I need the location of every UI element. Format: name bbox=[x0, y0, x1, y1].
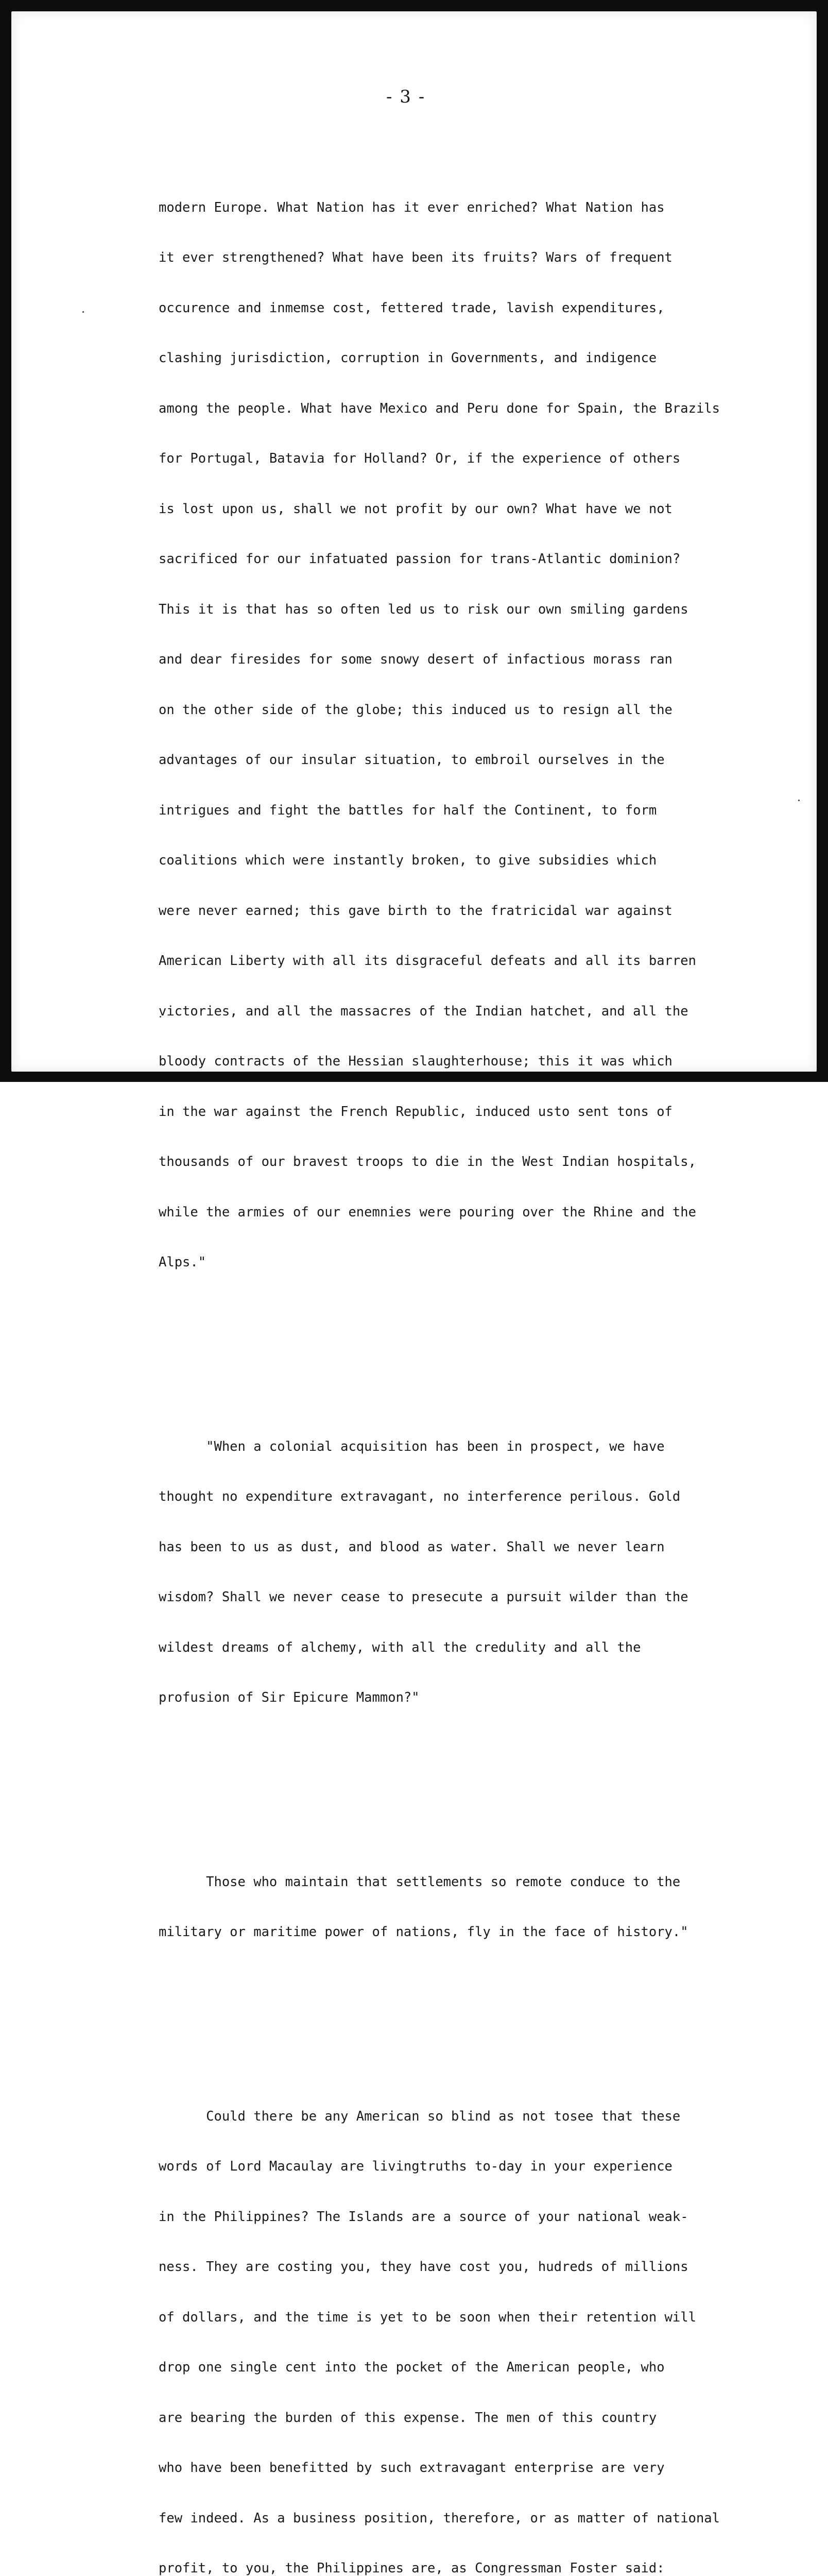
text-line: coalitions which were instantly broken, to give subsidies which bbox=[159, 852, 777, 869]
text-line: drop one single cent into the pocket of the American people, who bbox=[159, 2359, 777, 2376]
text-line: among the people. What have Mexico and Peru done for Spain, the Brazils bbox=[159, 400, 777, 417]
text-line: This it is that has so often led us to risk our own smiling gardens bbox=[159, 601, 777, 618]
text-line: American Liberty with all its disgraceful defeats and all its barren bbox=[159, 953, 777, 970]
text-line: military or maritime power of nations, fly in the face of history." bbox=[159, 1924, 777, 1941]
text-line: thousands of our bravest troops to die in the West Indian hospitals, bbox=[159, 1154, 777, 1171]
text-line: were never earned; this gave birth to the fratricidal war against bbox=[159, 903, 777, 920]
paragraph-2 bbox=[159, 1405, 777, 1740]
text-line: Alps." bbox=[159, 1254, 777, 1271]
letter-body bbox=[159, 115, 777, 2576]
text-line: few indeed. As a business position, therefore, or as matter of national bbox=[159, 2510, 777, 2527]
paragraph-1 bbox=[159, 166, 777, 1304]
text-line: and dear firesides for some snowy desert of infactious morass ran bbox=[159, 651, 777, 668]
text-line: wisdom? Shall we never cease to presecute a pursuit wilder than the bbox=[159, 1589, 777, 1606]
text-line: are bearing the burden of this expense. The men of this country bbox=[159, 2410, 777, 2427]
text-line: words of Lord Macaulay are livingtruths to-day in your experience bbox=[159, 2158, 777, 2175]
text-line: for Portugal, Batavia for Holland? Or, if the experience of others bbox=[159, 450, 777, 467]
page-number: - 3 - bbox=[386, 87, 425, 107]
text-line: of dollars, and the time is yet to be soon when their retention will bbox=[159, 2309, 777, 2326]
text-line: victories, and all the massacres of the Indian hatchet, and all the bbox=[159, 1003, 777, 1020]
text-line: is lost upon us, shall we not profit by our own? What have we not bbox=[159, 501, 777, 518]
text-line: in the war against the French Republic, induced usto sent tons of bbox=[159, 1104, 777, 1121]
text-line: in the Philippines? The Islands are a source of your national weak- bbox=[159, 2209, 777, 2226]
paragraph-3 bbox=[159, 1840, 777, 1974]
paragraph-gap bbox=[159, 1773, 777, 1790]
text-line: "When a colonial acquisition has been in prospect, we have bbox=[159, 1438, 777, 1455]
text-line: modern Europe. What Nation has it ever enriched? What Nation has bbox=[159, 199, 777, 216]
text-line: thought no expenditure extravagant, no interference perilous. Gold bbox=[159, 1488, 777, 1505]
text-line: wildest dreams of alchemy, with all the credulity and all the bbox=[159, 1639, 777, 1656]
text-line: ness. They are costing you, they have cost you, hudreds of millions bbox=[159, 2259, 777, 2276]
scan-speck bbox=[82, 311, 84, 313]
text-line: profusion of Sir Epicure Mammon?" bbox=[159, 1689, 777, 1706]
text-line: profit, to you, the Philippines are, as Congressman Foster said: bbox=[159, 2560, 777, 2576]
text-line: occurence and inmemse cost, fettered trade, lavish expenditures, bbox=[159, 300, 777, 317]
text-line: sacrificed for our infatuated passion for trans-Atlantic dominion? bbox=[159, 551, 777, 568]
text-line: advantages of our insular situation, to embroil ourselves in the bbox=[159, 752, 777, 769]
text-line: while the armies of our enemnies were pouring over the Rhine and the bbox=[159, 1204, 777, 1221]
text-line: who have been benefitted by such extravagant enterprise are very bbox=[159, 2460, 777, 2477]
text-line: intrigues and fight the battles for half the Continent, to form bbox=[159, 802, 777, 819]
scan-speck bbox=[798, 800, 800, 801]
paragraph-gap bbox=[159, 2008, 777, 2025]
text-line: it ever strengthened? What have been its fruits? Wars of frequent bbox=[159, 249, 777, 266]
text-line: Those who maintain that settlements so remote conduce to the bbox=[159, 1874, 777, 1891]
paragraph-gap bbox=[159, 1338, 777, 1355]
text-line: has been to us as dust, and blood as water. Shall we never learn bbox=[159, 1539, 777, 1556]
text-line: clashing jurisdiction, corruption in Governments, and indigence bbox=[159, 350, 777, 367]
text-line: Could there be any American so blind as not tosee that these bbox=[159, 2108, 777, 2125]
paragraph-4 bbox=[159, 2075, 777, 2576]
text-line: bloody contracts of the Hessian slaughterhouse; this it was which bbox=[159, 1053, 777, 1070]
text-line: on the other side of the globe; this induced us to resign all the bbox=[159, 702, 777, 719]
